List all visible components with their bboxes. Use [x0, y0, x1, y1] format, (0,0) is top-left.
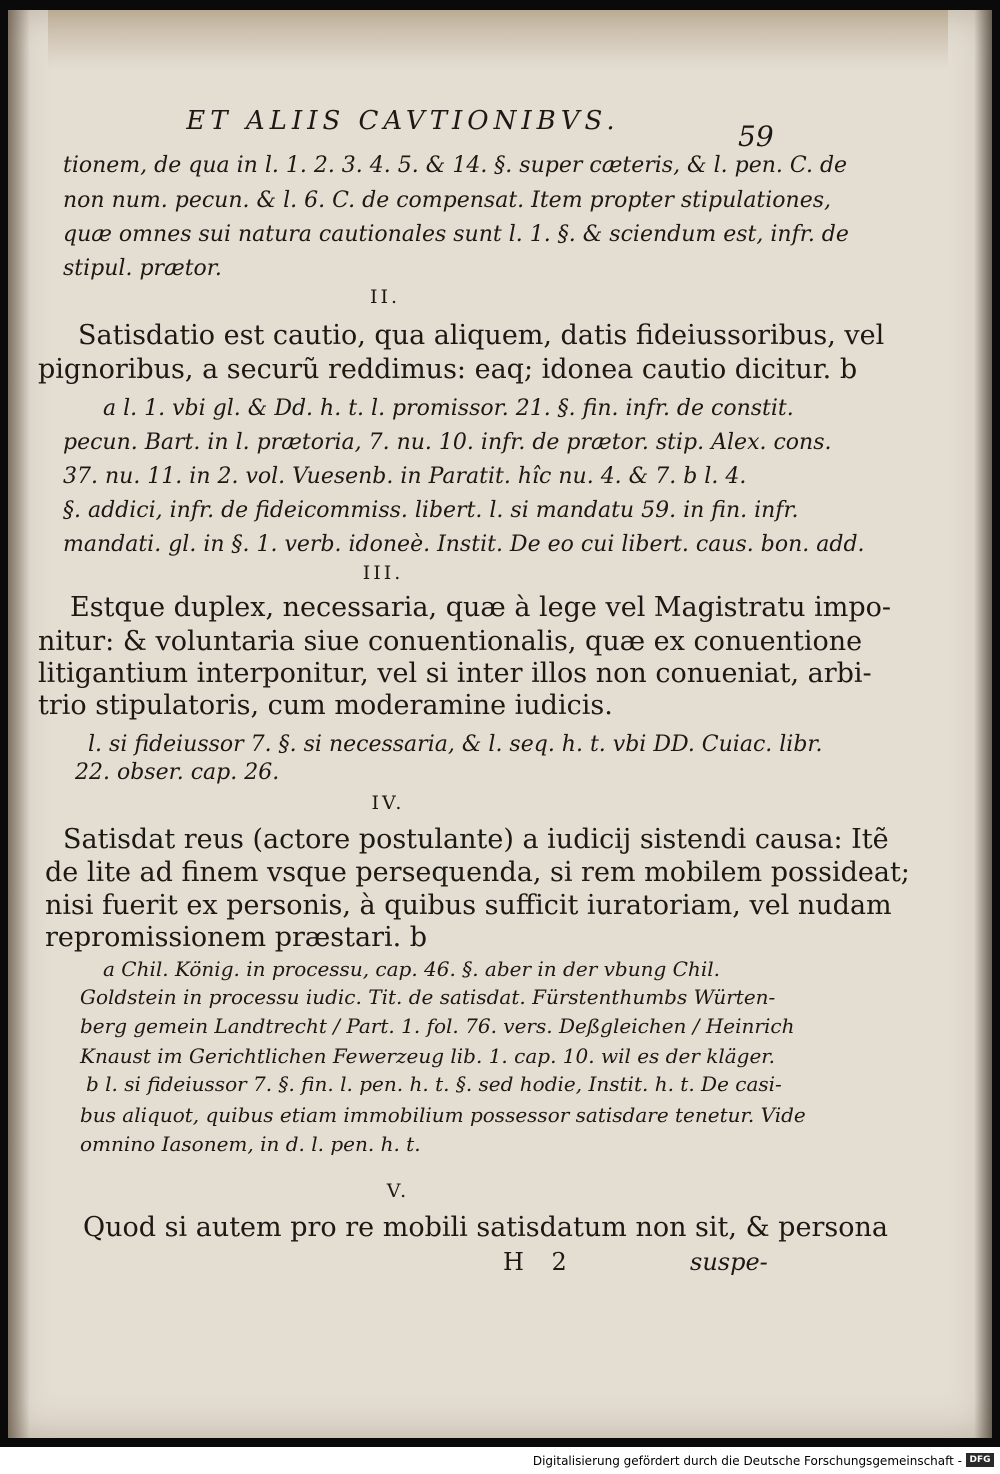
text-line: trio stipulatoris, cum moderamine iudicis.	[38, 690, 613, 721]
text-line: repromissionem præstari. b	[45, 922, 428, 953]
page-stain	[48, 10, 948, 70]
note-line: l. si fideiussor 7. §. si necessaria, & l. seq. h. t. vbi DD. Cuiac. libr.	[88, 732, 823, 757]
note-line: 22. obser. cap. 26.	[75, 760, 280, 785]
text-line: Estque duplex, necessaria, quæ à lege vel Magistratu impo-	[70, 592, 892, 623]
catchword: suspe-	[690, 1248, 768, 1276]
text-line: pignoribus, a securũ reddimus: eaq; idonea cautio dicitur. b	[38, 354, 858, 385]
note-line: a Chil. König. in processu, cap. 46. §. aber in der vbung Chil.	[103, 957, 720, 981]
text-line: litigantium interponitur, vel si inter illos non conueniat, arbi-	[38, 658, 872, 689]
note-line: 37. nu. 11. in 2. vol. Vuesenb. in Paratit. hîc nu. 4. & 7. b l. 4.	[63, 464, 747, 489]
note-line: berg gemein Landtrecht / Part. 1. fol. 76. vers. Deßgleichen / Heinrich	[80, 1014, 795, 1038]
book-page	[8, 10, 992, 1438]
page-number: 59	[738, 120, 774, 153]
note-line: a l. 1. vbi gl. & Dd. h. t. l. promissor. 21. §. fin. infr. de constit.	[103, 396, 794, 421]
section-number: IV.	[371, 792, 405, 814]
note-line: mandati. gl. in §. 1. verb. idoneè. Instit. De eo cui libert. caus. bon. add.	[63, 532, 865, 557]
note-line: §. addici, infr. de fideicommiss. libert. l. si mandatu 59. in fin. infr.	[63, 498, 799, 523]
signature-mark: H 2	[503, 1248, 577, 1276]
text-line: nitur: & voluntaria siue conuentionalis, quæ ex conuentione	[38, 626, 863, 657]
running-head: ET ALIIS CAVTIONIBVS.	[186, 106, 620, 136]
text-line: quæ omnes sui natura cautionales sunt l. 1. §. & sciendum est, infr. de	[63, 222, 849, 247]
note-line: Knaust im Gerichtlichen Fewerzeug lib. 1. cap. 10. wil es der kläger.	[80, 1044, 776, 1068]
note-line: omnino Iasonem, in d. l. pen. h. t.	[80, 1132, 421, 1156]
funding-credit: Digitalisierung gefördert durch die Deutsche Forschungsgemeinschaft -	[532, 1454, 962, 1468]
note-line: b l. si fideiussor 7. §. fin. l. pen. h. t. §. sed hodie, Instit. h. t. De casi-	[86, 1072, 782, 1096]
text-line: de lite ad finem vsque persequenda, si rem mobilem possideat;	[45, 857, 910, 888]
section-number: III.	[362, 562, 404, 584]
note-line: pecun. Bart. in l. prætoria, 7. nu. 10. infr. de prætor. stip. Alex. cons.	[63, 430, 832, 455]
text-line: nisi fuerit ex personis, à quibus sufficit iuratoriam, vel nudam	[45, 890, 892, 921]
text-line: non num. pecun. & l. 6. C. de compensat. Item propter stipulationes,	[63, 188, 832, 213]
dfg-logo: DFG	[966, 1453, 994, 1467]
spine-shadow	[8, 10, 30, 1438]
note-line: bus aliquot, quibus etiam immobilium possessor satisdare tenetur. Vide	[80, 1103, 806, 1127]
text-line: Satisdat reus (actore postulante) a iudicij sistendi causa: Itẽ	[63, 824, 889, 855]
note-line: Goldstein in processu iudic. Tit. de satisdat. Fürstenthumbs Würten-	[80, 985, 776, 1009]
text-line: Satisdatio est cautio, qua aliquem, datis fideiussoribus, vel	[78, 320, 885, 351]
text-line: Quod si autem pro re mobili satisdatum non sit, & persona	[83, 1212, 888, 1243]
text-line: stipul. prætor.	[63, 256, 222, 281]
footer-bar	[0, 1447, 1000, 1474]
section-number: II.	[369, 286, 401, 308]
text-line: tionem, de qua in l. 1. 2. 3. 4. 5. & 14. §. super cæteris, & l. pen. C. de	[63, 153, 848, 178]
section-number: V.	[386, 1180, 410, 1202]
page-edge-shadow	[974, 10, 992, 1438]
